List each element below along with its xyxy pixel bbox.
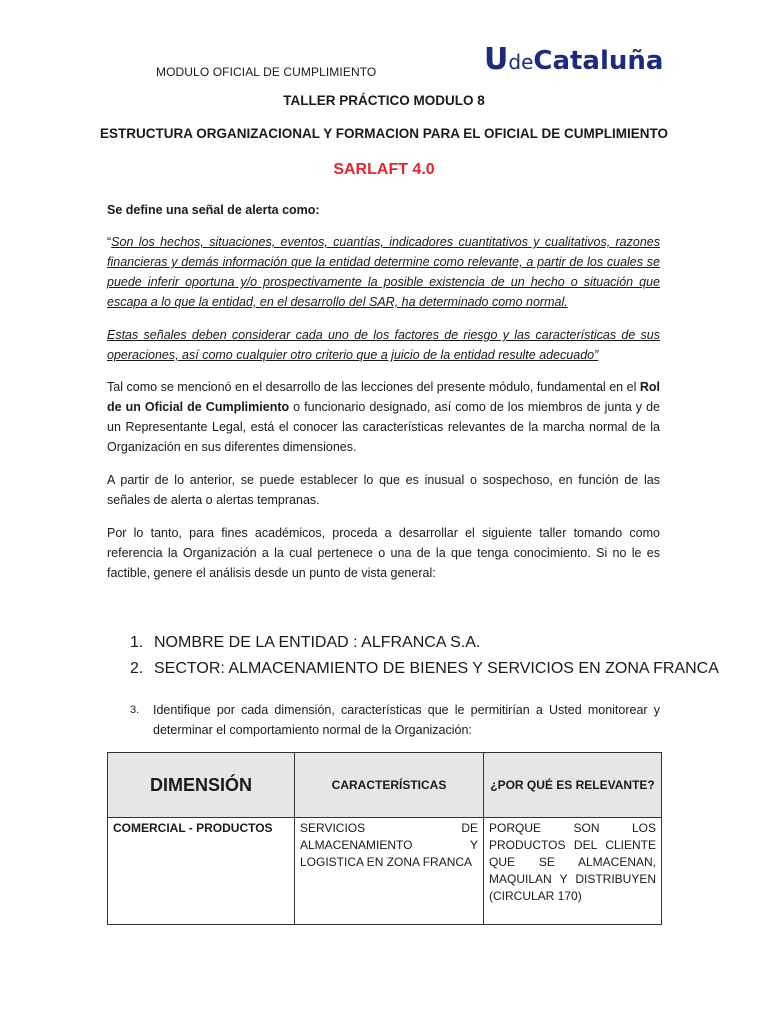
- table-header-row: [108, 753, 662, 818]
- header-dimension: DIMENSIÓN: [108, 753, 295, 818]
- list-number: 1.: [130, 634, 144, 651]
- role-paragraph-bold: Rol de un Oficial de Cumplimiento: [107, 380, 660, 414]
- header-relevance: ¿POR QUÉ ES RELEVANTE?: [484, 753, 662, 818]
- cell-dimension: COMERCIAL - PRODUCTOS: [108, 818, 295, 925]
- list-item: [130, 700, 660, 740]
- module-header: MODULO OFICIAL DE CUMPLIMIENTO: [156, 65, 377, 79]
- list-item: [130, 656, 719, 682]
- sarlaft-title: SARLAFT 4.0: [333, 161, 435, 178]
- structure-title: ESTRUCTURA ORGANIZACIONAL Y FORMACION PARA EL OFICIAL DE CUMPLIMIENTO: [99, 126, 668, 141]
- instructions-paragraph: Por lo tanto, para fines académicos, proceda a desarrollar el siguiente taller tomando como referencia la Organización a la cual pertenece o una de la que tenga conocimiento. Si no le es factible, genere el análisis desde un punto de vista general:: [107, 526, 660, 580]
- header-characteristics: CARACTERÍSTICAS: [295, 753, 484, 818]
- role-paragraph-b: o funcionario designado, así como de los miembros de junta y de un Representante Legal, está el conocer las características relevantes de la marcha normal de la Organización en sus diferentes dimensiones.: [107, 400, 660, 454]
- udecataluna-logo: [484, 42, 663, 77]
- list-number: 3.: [130, 704, 140, 716]
- cell-characteristics: SERVICIOS DE ALMACENAMIENTO Y LOGISTICA EN ZONA FRANCA: [295, 818, 484, 925]
- signals-quote: [107, 325, 660, 365]
- list-item: [130, 630, 690, 656]
- logo-u: U: [484, 42, 509, 77]
- unusual-paragraph: A partir de lo anterior, se puede establecer lo que es inusual o sospechoso, en función de las señales de alerta o alertas tempranas.: [107, 473, 660, 507]
- logo-name: Cataluña: [533, 46, 664, 76]
- signals-quote-text: Estas señales deben considerar cada uno de los factores de riesgo y las características de sus operaciones, así como cualquier otro criterio que a juicio de la entidad resulte adecuado”: [107, 328, 660, 362]
- table-row: [108, 818, 662, 925]
- definition-quote-text: Son los hechos, situaciones, eventos, cuantías, indicadores cuantitativos y cualitativos, razones financieras y demás información que la entidad determine como relevante, a partir de los cuales se puede inferir oportuna y/o prospectivamente la posible existencia de un hecho o situación que escapa a lo que la entidad, en el desarrollo del SAR, ha determinado como normal.: [107, 235, 660, 309]
- definition-heading: Se define una señal de alerta como:: [107, 203, 320, 217]
- logo-de: de: [508, 50, 534, 74]
- list-text: NOMBRE DE LA ENTIDAD : ALFRANCA S.A.: [154, 634, 481, 651]
- workshop-title: TALLER PRÁCTICO MODULO 8: [283, 93, 485, 108]
- dimension-table: [107, 752, 662, 925]
- list-number: 2.: [130, 660, 144, 677]
- definition-quote: [107, 232, 660, 312]
- role-paragraph: [107, 377, 660, 457]
- entity-list: [130, 630, 719, 682]
- open-quote: “: [107, 235, 112, 249]
- list-text: Identifique por cada dimensión, características que le permitirían a Usted monitorear y determinar el comportamiento normal de la Organización:: [153, 703, 660, 737]
- role-paragraph-a: Tal como se mencionó en el desarrollo de las lecciones del presente módulo, fundamental en el: [107, 380, 640, 394]
- cell-relevance: PORQUE SON LOS PRODUCTOS DEL CLIENTE QUE SE ALMACENAN, MAQUILAN Y DISTRIBUYEN (CIRCULAR 170): [484, 818, 662, 925]
- list-text: SECTOR: ALMACENAMIENTO DE BIENES Y SERVICIOS EN ZONA FRANCA: [154, 660, 719, 677]
